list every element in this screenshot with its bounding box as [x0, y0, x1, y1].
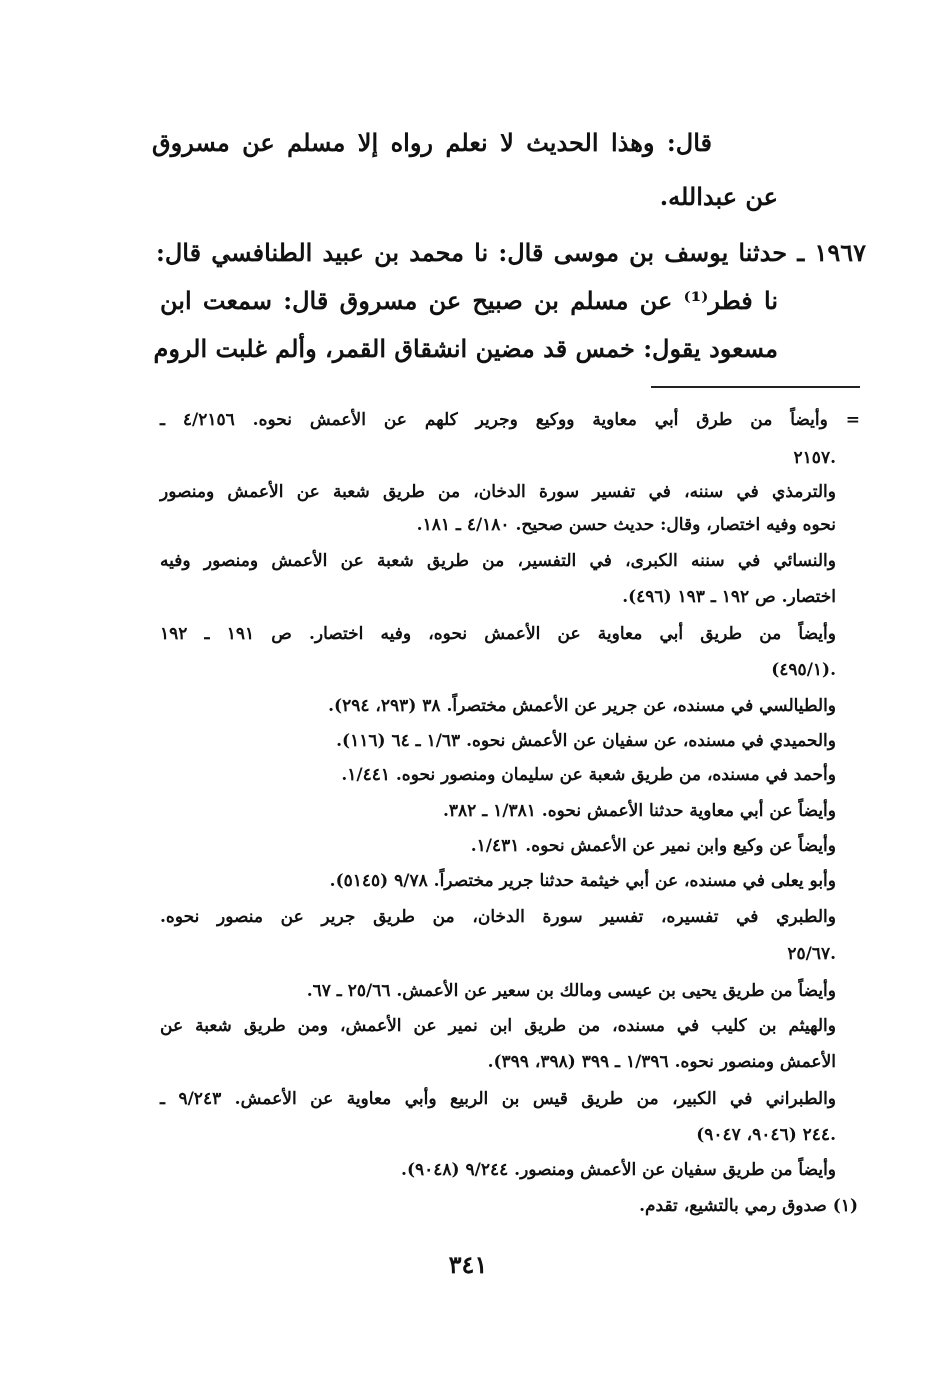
footnote-line: وأيضاً من طريق يحيى بن عيسى ومالك بن سعير عن الأعمش. ٢٥/٦٦ ـ ٦٧. [306, 981, 836, 1001]
footnote-line: والنسائي في سننه الكبرى، في التفسير، من طريق شعبة عن الأعمش ومنصور وفيه [160, 551, 836, 571]
footnote-line: وأحمد في مسنده، من طريق شعبة عن سليمان ومنصور نحوه. ١/٤٤١. [341, 765, 836, 785]
footnote-line: والهيثم بن كليب في مسنده، من طريق ابن نمير عن الأعمش، ومن طريق شعبة عن [160, 1016, 836, 1036]
footnote-line: نحوه وفيه اختصار، وقال: حديث حسن صحيح. ٤/١٨٠ ـ ١٨١. [416, 515, 836, 535]
footnote-line: وأيضاً عن أبي معاوية حدثنا الأعمش نحوه. ١/٣٨١ ـ ٣٨٢. [442, 801, 836, 821]
main-text-line: مسعود يقول: خمس قد مضين انشقاق القمر، وألم غلبت الروم [153, 334, 778, 363]
footnote-line: والحميدي في مسنده، عن سفيان عن الأعمش نحوه. ١/٦٣ ـ ٦٤ (١١٦). [336, 731, 836, 751]
main-text-line: نا فطر⁽¹⁾ عن مسلم بن صبيح عن مسروق قال: سمعت ابن [160, 286, 779, 315]
footnote-line: الأعمش ومنصور نحوه. ١/٣٩٦ ـ ٣٩٩ (٣٩٨، ٣٩٩). [487, 1052, 836, 1072]
footnote-line: (١) صدوق رمي بالتشيع، تقدم. [639, 1196, 858, 1216]
footnote-line: والترمذي في سننه، في تفسير سورة الدخان، من طريق شعبة عن الأعمش ومنصور [160, 482, 836, 502]
footnote-line: والطبراني في الكبير، من طريق قيس بن الربيع وأبي معاوية عن الأعمش. ٩/٢٤٣ ـ [160, 1089, 836, 1109]
footnote-line: ٢٤٤ (٩٠٤٦، ٩٠٤٧). [696, 1125, 836, 1145]
footnote-line: وأيضاً عن وكيع وابن نمير عن الأعمش نحوه. ١/٤٣١. [470, 836, 836, 856]
page-number: ٣٤١ [448, 1250, 488, 1279]
footnote-line: وأيضاً من طريق سفيان عن الأعمش ومنصور. ٩/٢٤٤ (٩٠٤٨). [401, 1160, 836, 1180]
footnote-line: وأبو يعلى في مسنده، عن أبي خيثمة حدثنا جرير مختصراً. ٩/٧٨ (٥١٤٥). [329, 871, 836, 891]
footnote-line: والطبري في تفسيره، تفسير سورة الدخان، من طريق جرير عن منصور نحوه. [160, 907, 836, 927]
main-text-line: قال: وهذا الحديث لا نعلم رواه إلا مسلم عن مسروق [152, 128, 712, 157]
footnote-line: والطيالسي في مسنده، عن جرير عن الأعمش مختصراً. ٣٨ (٢٩٣، ٢٩٤). [328, 696, 836, 716]
footnote-line: اختصار. ص ١٩٢ ـ ١٩٣ (٤٩٦). [622, 587, 836, 607]
main-text-line: ١٩٦٧ ـ حدثنا يوسف بن موسى قال: نا محمد بن عبيد الطنافسي قال: [156, 238, 866, 267]
footnote-line: ٢١٥٧. [793, 448, 836, 468]
footnote-line: ٢٥/٦٧. [787, 944, 836, 964]
footnote-line: = وأيضاً من طرق أبي معاوية ووكيع وجرير كلهم عن الأعمش نحوه. ٤/٢١٥٦ ـ [160, 410, 860, 430]
footnote-line: وأيضاً من طريق أبي معاوية عن الأعمش نحوه، وفيه اختصار. ص ١٩١ ـ ١٩٢ [160, 624, 836, 644]
footnote-line: (٤٩٥/١). [771, 660, 836, 680]
main-text-line: عن عبدالله. [659, 182, 778, 211]
footnote-separator [651, 386, 860, 388]
